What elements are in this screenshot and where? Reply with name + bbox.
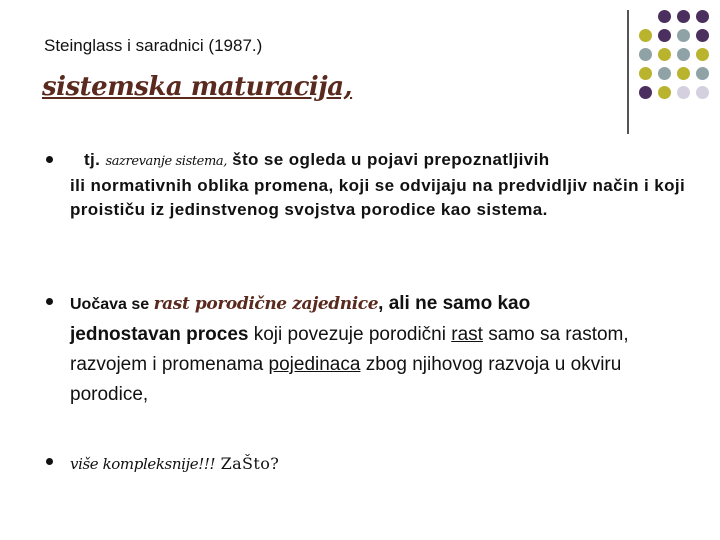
decorative-dot bbox=[658, 86, 671, 99]
bullet-marker bbox=[46, 458, 53, 465]
decorative-dot bbox=[677, 67, 690, 80]
decorative-dot bbox=[677, 29, 690, 42]
decorative-dot bbox=[658, 29, 671, 42]
bullet-3-text: više kompleksnije!!! ZaŠto? bbox=[70, 454, 280, 473]
underlined-word: rast bbox=[451, 324, 483, 345]
bullet-marker bbox=[46, 298, 53, 305]
decorative-dot bbox=[639, 48, 652, 61]
decorative-dot bbox=[658, 48, 671, 61]
decorative-dot bbox=[696, 10, 709, 23]
slide-subtitle: sistemska maturacija, bbox=[42, 72, 353, 102]
decorative-dot bbox=[677, 86, 690, 99]
bullet-marker bbox=[46, 156, 53, 163]
decorative-dot bbox=[639, 86, 652, 99]
decorative-dot bbox=[696, 67, 709, 80]
decorative-dot bbox=[696, 86, 709, 99]
bullet-2-text: Uočava se rast porodične zajednice, ali ne samo kao jednostavan proces koji povezuje porodični rast samo sa rastom, razvojem i promenama pojedinaca zbog njihovog razvoja u okviru porodice, bbox=[70, 293, 629, 405]
decorative-dot bbox=[677, 48, 690, 61]
decorative-dot bbox=[639, 67, 652, 80]
decorative-dot bbox=[639, 29, 652, 42]
decorative-dot bbox=[696, 29, 709, 42]
divider-line bbox=[627, 10, 629, 134]
underlined-word: pojedinaca bbox=[268, 354, 361, 375]
script-term: rast porodične zajednice bbox=[153, 294, 379, 314]
decorative-dot bbox=[658, 67, 671, 80]
script-term: sazrevanje sistema, bbox=[105, 154, 227, 169]
decorative-dot bbox=[677, 10, 690, 23]
decorative-dot bbox=[658, 10, 671, 23]
script-term: više kompleksnije!!! bbox=[70, 455, 216, 473]
slide-title: Steinglass i saradnici (1987.) bbox=[44, 36, 263, 55]
decorative-dots bbox=[639, 10, 719, 120]
bullet-1-text: tj. sazrevanje sistema, što se ogleda u pojavi prepoznatljivih ili normativnih oblika promena, koji se odvijaju na predvidljiv način i koji proističu iz jedinstvenog svojstva porodice kao sistema. bbox=[70, 150, 686, 219]
decorative-dot bbox=[696, 48, 709, 61]
